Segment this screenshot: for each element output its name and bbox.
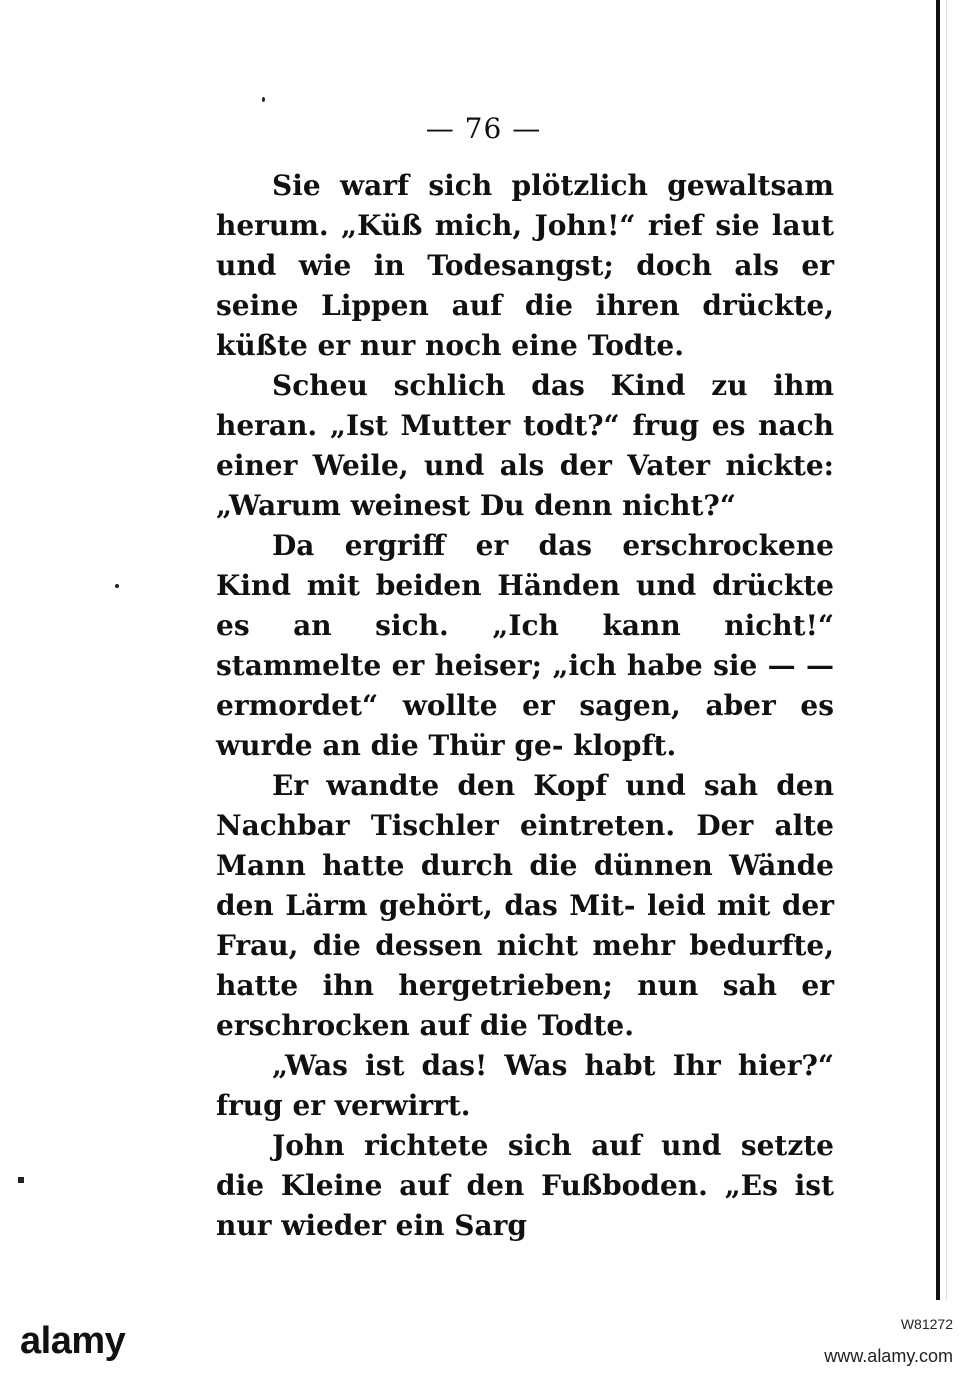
image-id-label: W81272 bbox=[900, 1316, 953, 1332]
page-edge-rule bbox=[936, 0, 940, 1300]
paragraph: John richtete sich auf und setzte die Kleine auf den Fußboden. „Es ist nur wieder ein Sarg bbox=[216, 1129, 834, 1242]
page-number: — 76 — bbox=[425, 112, 542, 145]
paragraph: Scheu schlich das Kind zu ihm heran. „Ist Mutter todt?“ frug es nach einer Weile, und als der Vater nickte: „Warum weinest Du denn nicht?“ bbox=[216, 369, 834, 522]
scan-speck bbox=[262, 97, 265, 102]
scan-speck bbox=[115, 584, 119, 588]
page-edge-shadow bbox=[946, 0, 947, 1300]
stock-watermark-footer bbox=[0, 1300, 967, 1390]
paragraph: „Was ist das! Was habt Ihr hier?“ frug er verwirrt. bbox=[216, 1049, 834, 1122]
alamy-logo: alamy bbox=[20, 1320, 126, 1362]
paragraph: Er wandte den Kopf und sah den Nachbar Tischler eintreten. Der alte Mann hatte durch die dünnen Wände den Lärm gehört, das Mit- leid mit der Frau, die dessen nicht mehr bedurfte, hatte ihn hergetrieben; nun sah er erschrocken auf die Todte. bbox=[216, 769, 834, 1042]
paragraph: Da ergriff er das erschrockene Kind mit beiden Händen und drückte es an sich. „Ich kann nicht!“ stammelte er heiser; „ich habe sie — — ermordet“ wollte er sagen, aber es wurde an die Thür ge- klopft. bbox=[216, 529, 834, 762]
site-url-label: www.alamy.com bbox=[824, 1346, 953, 1366]
body-text bbox=[216, 166, 834, 1246]
scan-speck bbox=[18, 1177, 24, 1183]
paragraph: Sie warf sich plötzlich gewaltsam herum. „Küß mich, John!“ rief sie laut und wie in Todesangst; doch als er seine Lippen auf die ihren drückte, küßte er nur noch eine Todte. bbox=[216, 169, 834, 362]
